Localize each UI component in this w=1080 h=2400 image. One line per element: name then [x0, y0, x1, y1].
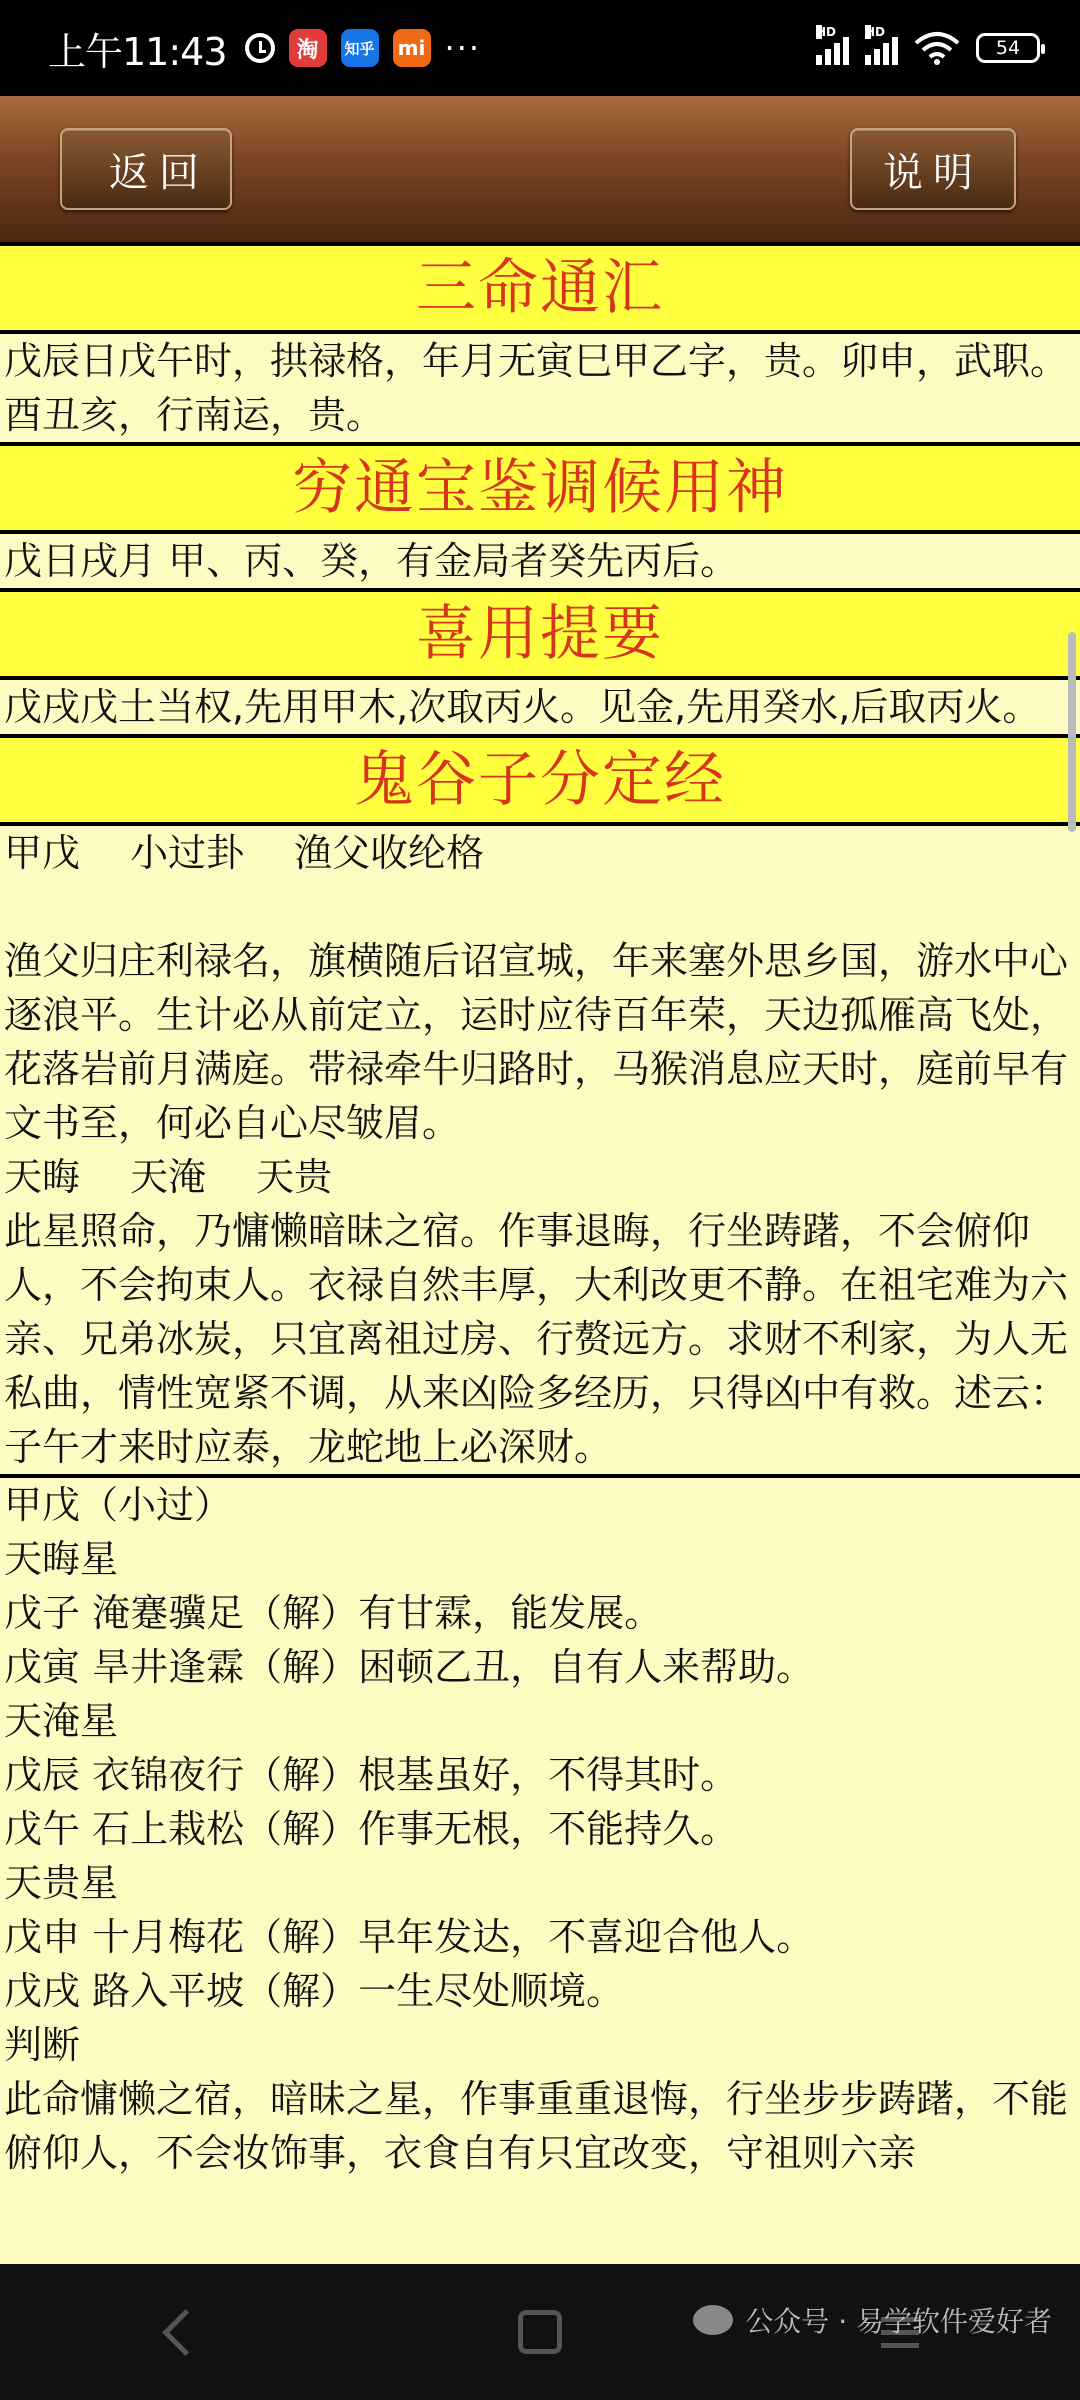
section-text: 戊日戌月 甲、丙、癸，有金局者癸先丙后。: [4, 539, 739, 583]
signal-icon: [816, 25, 849, 65]
watermark-text: 公众号 · 易学软件爱好者: [745, 2305, 1052, 2338]
section-text: 甲戊（小过） 天晦星 戊子 淹蹇骥足（解）有甘霖，能发展。 戊寅 旱井逢霖（解）困顿乙丑，自有人来帮助。 天淹星 戊辰 衣锦夜行（解）根基虽好，不得其时。 戊午 石上栽松（解）作事无根，不能持久。 天贵星 戊申 十月梅花（解）早年发达，不喜迎合他人。 戊戌 路入平坡（解）一生尽处顺境。 判断 此命慵懒之宿，暗昧之星，作事重重退悔，行坐步步踌躇，不能俯仰人，不会妆饰事，衣食自有只宜改变，守祖则六亲: [0, 1474, 1080, 2180]
section-text: 戊辰日戊午时，拱禄格，年月无寅巳甲乙字，贵。卯申，武职。酉丑亥，行南运，贵。: [4, 339, 1069, 437]
section-title: 三命通汇: [0, 242, 1080, 334]
wechat-icon: [693, 2305, 733, 2335]
nav-back-icon[interactable]: [150, 2302, 210, 2362]
signal-hd-label: HD: [865, 25, 886, 39]
more-notifications-icon: ···: [444, 29, 482, 67]
app-toolbar: [0, 96, 1080, 245]
status-time: 上午11:43: [48, 29, 227, 74]
help-button[interactable]: 说明: [850, 128, 1016, 210]
alarm-icon: [245, 33, 275, 63]
signal-icon: [865, 25, 898, 65]
section-title: 鬼谷子分定经: [0, 734, 1080, 826]
section-text: 甲戊 小过卦 渔父收纶格 渔父归庄利禄名，旗横随后诏宣城，年来塞外思乡国，游水中心逐浪平。生计必从前定立，运时应待百年荣，天边孤雁高飞处，花落岩前月满庭。带禄牵牛归路时，马猴消息应天时，庭前早有文书至，何必自心尽皱眉。 天晦 天淹 天贵 此星照命，乃慵懒暗昧之宿。作事退晦，行坐踌躇，不会俯仰人，不会拘束人。衣禄自然丰厚，大利改更不静。在祖宅难为六亲、兄弟冰炭，只宜离祖过房、行赘远方。求财不利家，为人无私曲，情性宽紧不调，从来凶险多经历，只得凶中有救。述云：子午才来时应泰，龙蛇地上必深财。: [4, 831, 1069, 1469]
status-bar: [0, 0, 1080, 96]
section-text: 戊戌戊土当权,先用甲木,次取丙火。见金,先用癸水,后取丙火。: [4, 685, 1041, 729]
taobao-notification-icon: 淘: [289, 29, 327, 67]
battery-icon: 54: [976, 33, 1040, 63]
back-button[interactable]: 返回: [60, 128, 232, 210]
nav-home-icon[interactable]: [510, 2302, 570, 2362]
signal-hd-label: HD: [816, 25, 837, 39]
mi-notification-icon: mi: [393, 29, 431, 67]
wifi-icon: [914, 31, 960, 65]
zhihu-notification-icon: 知乎: [341, 29, 379, 67]
content-scroll-area[interactable]: [0, 242, 1080, 2264]
section-title: 穷通宝鉴调候用神: [0, 442, 1080, 534]
section-title: 喜用提要: [0, 588, 1080, 680]
watermark: [693, 2300, 1052, 2340]
scrollbar[interactable]: [1068, 632, 1076, 832]
